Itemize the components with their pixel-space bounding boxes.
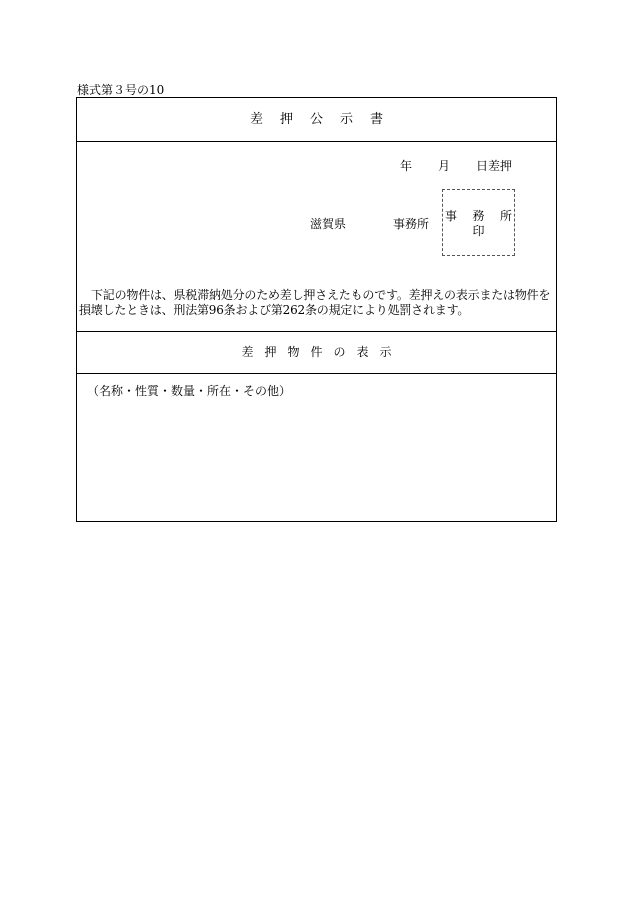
seal-char: 所 xyxy=(499,209,512,223)
form-title: 差押公示書 xyxy=(249,112,400,127)
office-seal-box xyxy=(442,189,515,256)
section-divider-bottom xyxy=(77,373,556,374)
notice-text: 下記の物件は、県税滞納処分のため差し押さえたものです。差押えの表示または物件を損壊したときは、刑法第96条および第262条の規定により処罰されます。 xyxy=(79,288,551,317)
prefecture-name: 滋賀県 xyxy=(310,217,347,231)
office-name: 事務所 xyxy=(393,217,430,231)
date-month: 月 xyxy=(437,159,450,173)
seal-label xyxy=(445,209,512,224)
section-title: 差押物件の表示 xyxy=(241,345,403,359)
seal-stamp-label: 印 xyxy=(472,224,485,238)
form-number: 様式第３号の10 xyxy=(77,83,165,97)
seal-char: 務 xyxy=(472,209,485,223)
title-divider xyxy=(77,141,556,142)
items-caption: （名称・性質・数量・所在・その他） xyxy=(87,384,292,398)
notice-form xyxy=(76,97,557,522)
seizure-date xyxy=(400,158,512,174)
date-year: 年 xyxy=(400,159,413,173)
date-day: 日差押 xyxy=(475,159,512,173)
seal-char: 事 xyxy=(445,209,458,223)
